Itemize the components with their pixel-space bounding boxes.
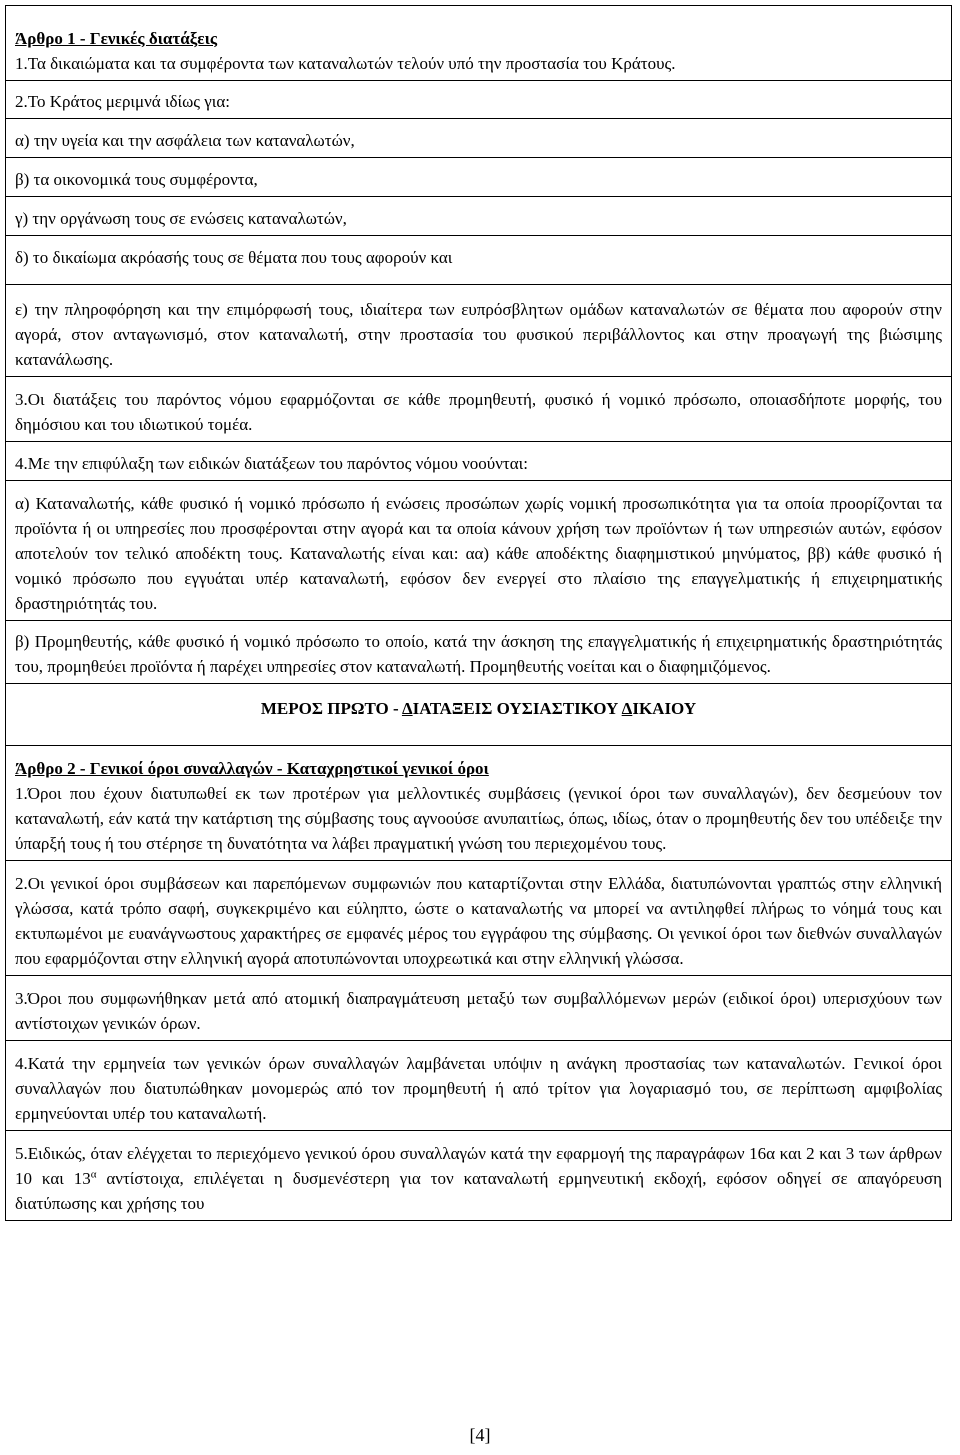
item-e-row — [6, 285, 951, 377]
item-b: β) τα οικονομικά τους συμφέροντα, — [15, 170, 258, 189]
article2-para4-row — [6, 1041, 951, 1131]
article1-para3: 3.Οι διατάξεις του παρόντος νόμου εφαρμόζονται σε κάθε προμηθευτή, φυσικό ή νομικό πρόσωπο, οποιασδήποτε μορφής, του δημόσιου και του ιδιωτικού τομέα. — [15, 390, 942, 434]
page-number: [4] — [469, 1425, 491, 1445]
article1-para3-row — [6, 377, 951, 442]
item-d-row — [6, 236, 951, 285]
item-b-row — [6, 158, 951, 197]
item-d: δ) το δικαίωμα ακρόασής τους σε θέματα που τους αφορούν και — [15, 248, 453, 267]
part-one-title — [15, 696, 942, 721]
item-a-row — [6, 119, 951, 158]
article2-para5-row — [6, 1131, 951, 1220]
item-e: ε) την πληροφόρηση και την επιμόρφωσή τους, ιδιαίτερα των ευπρόσβλητων ομάδων καταναλωτών σε θέματα που αφορούν στην αγορά, στον ανταγωνισμό, στον καταναλωτή, στην προστασία του φυσικού περιβάλλοντος και στην προαγωγή της βιώσιμης κατανάλωσης. — [15, 300, 942, 369]
part-title-underlined-letter: Δ — [401, 699, 413, 718]
article1-para1: 1.Τα δικαιώματα και τα συμφέροντα των καταναλωτών τελούν υπό την προστασία του Κράτους. — [15, 54, 676, 73]
part-title-end: ΙΚΑΙΟΥ — [632, 699, 697, 718]
article2-block — [6, 746, 951, 861]
article1-para4-row — [6, 442, 951, 481]
article2-para3-row — [6, 976, 951, 1041]
superscript-alpha: α — [90, 1168, 97, 1181]
article1-para2: 2.Το Κράτος μεριμνά ιδίως για: — [15, 92, 231, 111]
part-one-title-row — [6, 684, 951, 746]
item-c-row — [6, 197, 951, 236]
article2-heading: Άρθρο 2 - Γενικοί όροι συναλλαγών - Καταχρηστικοί γενικοί όροι — [15, 759, 489, 778]
article2-para1: 1.Όροι που έχουν διατυπωθεί εκ των προτέρων για μελλοντικές συμβάσεις (γενικοί όροι των συναλλαγών), δεν δεσμεύουν τον καταναλωτή, εάν κατά την κατάρτιση της σύμβασης τους αγνοούσε ανυπαιτίως, όπως, ιδίως, όταν ο προμηθευτής δεν του υπέδειξε την ύπαρξή τους ή του στέρησε τη δυνατότητα να λάβει πραγματική γνώση του περιεχομένου τους. — [15, 784, 942, 853]
item-c: γ) την οργάνωση τους σε ενώσεις καταναλωτών, — [15, 209, 347, 228]
definition-a-row — [6, 481, 951, 621]
article2-para3: 3.Όροι που συμφωνήθηκαν μετά από ατομική διαπραγμάτευση μεταξύ των συμβαλλόμενων μερών (ειδικοί όροι) υπερισχύουν των αντίστοιχων γενικών όρων. — [15, 989, 942, 1033]
part-title-underlined-letter: Δ — [621, 699, 633, 718]
article1-para4: 4.Με την επιφύλαξη των ειδικών διατάξεων του παρόντος νόμου νοούνται: — [15, 454, 528, 473]
article1-block — [6, 6, 951, 81]
definition-a: α) Καταναλωτής, κάθε φυσικό ή νομικό πρόσωπο ή ενώσεις προσώπων χωρίς νομική προσωπικότητα για τα οποία προορίζονται τα προϊόντα ή οι υπηρεσίες που προσφέρονται στην αγορά και τα οποία κάνουν χρήση των προϊόντων ή των υπηρεσιών αυτών, εφόσον αποτελούν τον τελικό αποδέκτη τους. Καταναλωτής είναι και: αα) κάθε αποδέκτης διαφημιστικού μηνύματος, ββ) κάθε φυσικό ή νομικό πρόσωπο που εγγυάται υπέρ καταναλωτή, εφόσον δεν ενεργεί στο πλαίσιο της επαγγελματικής ή επιχειρηματικής δραστηριότητάς του. — [15, 494, 942, 613]
part-title-middle: ΙΑΤΑΞΕΙΣ ΟΥΣΙΑΣΤΙΚΟΥ — [412, 699, 622, 718]
article2-para4: 4.Κατά την ερμηνεία των γενικών όρων συναλλαγών λαμβάνεται υπόψιν η ανάγκη προστασίας των καταναλωτών. Γενικοί όροι συναλλαγών που διατυπώθηκαν μονομερώς από τον προμηθευτή ή από τρίτον για λογαριασμό του, σε περίπτωση αμφιβολίας ερμηνεύονται υπέρ του καταναλωτή. — [15, 1054, 942, 1123]
item-a: α) την υγεία και την ασφάλεια των καταναλωτών, — [15, 131, 355, 150]
article2-para5 — [15, 1141, 942, 1216]
article1-para2-row — [6, 81, 951, 119]
definition-b: β) Προμηθευτής, κάθε φυσικό ή νομικό πρόσωπο το οποίο, κατά την άσκηση της επαγγελματικής ή επιχειρηματικής δραστηριότητάς του, προμηθεύει προϊόντα ή παρέχει υπηρεσίες στον καταναλωτή. Προμηθευτής νοείται και ο διαφημιζόμενος. — [15, 632, 942, 676]
definition-b-row — [6, 621, 951, 684]
bordered-table — [5, 5, 952, 1221]
article2-para5-part1: 5.Ειδικώς, όταν ελέγχεται το περιεχόμενο γενικού όρου συναλλαγών κατά την εφαρμογή της παραγράφων 16α και 2 και 3 των άρθρων 10 και 13 — [15, 1144, 942, 1188]
part-title-prefix: ΜΕΡΟΣ ΠΡΩΤΟ - — [260, 699, 402, 718]
article2-para5-part2: αντίστοιχα, επιλέγεται η δυσμενέστερη για τον καταναλωτή ερμηνευτική εκδοχή, εφόσον οδηγεί σε απαγόρευση διατύπωσης και χρήσης του — [15, 1169, 942, 1213]
article1-heading: Άρθρο 1 - Γενικές διατάξεις — [15, 29, 218, 48]
article2-para2: 2.Οι γενικοί όροι συμβάσεων και παρεπόμενων συμφωνιών που καταρτίζονται στην Ελλάδα, διατυπώνονται γραπτώς στην ελληνική γλώσσα, κατά τρόπο σαφή, συγκεκριμένο και εύληπτο, ώστε ο καταναλωτής να μπορεί να αντιληφθεί πλήρως το νόημά τους και εκτυπωμένοι με ευανάγνωστους χαρακτήρες σε εμφανές μέρος του εγγράφου της σύμβασης. Οι γενικοί όροι των διεθνών συναλλαγών που εφαρμόζονται στην ελληνική αγορά αποτυπώνονται υποχρεωτικά και στην ελληνική γλώσσα. — [15, 874, 942, 968]
article2-para2-row — [6, 861, 951, 976]
